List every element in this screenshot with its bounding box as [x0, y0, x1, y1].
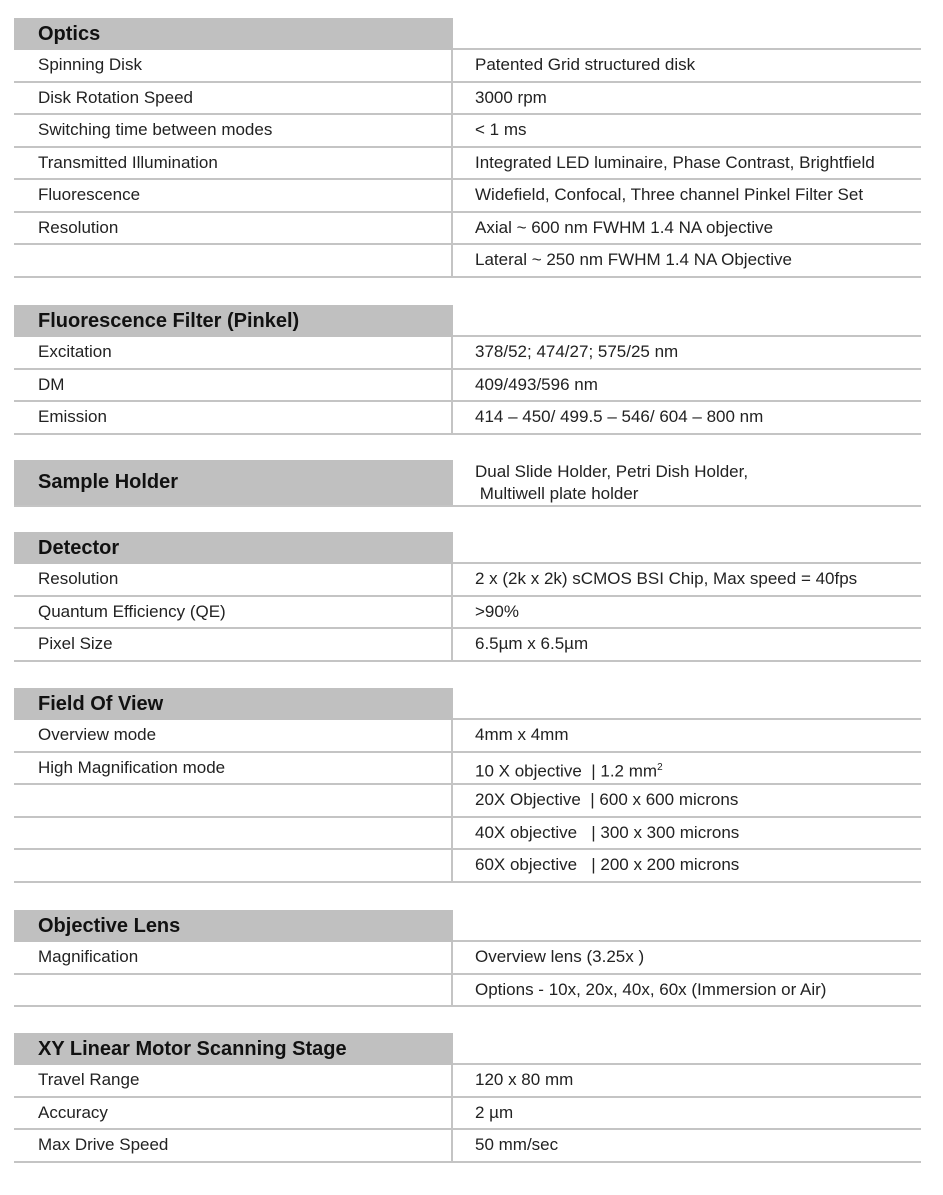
row-label: Resolution	[14, 564, 453, 595]
row-value: Lateral ~ 250 nm FWHM 1.4 NA Objective	[475, 250, 792, 269]
table-row	[14, 975, 921, 1008]
table-row	[14, 213, 921, 246]
section-title: Detector	[14, 532, 453, 564]
table-row	[14, 564, 921, 597]
row-label	[14, 818, 453, 849]
row-label	[14, 975, 453, 1006]
row-value	[453, 460, 921, 505]
row-label: Travel Range	[14, 1065, 453, 1096]
section-title: XY Linear Motor Scanning Stage	[14, 1033, 453, 1065]
row-label: Emission	[14, 402, 453, 433]
row-value: 50 mm/sec	[475, 1135, 559, 1154]
row-label: Pixel Size	[14, 629, 453, 660]
table-row	[14, 180, 921, 213]
row-label: Resolution	[14, 213, 453, 244]
row-value: 3000 rpm	[475, 87, 547, 107]
section-header	[14, 688, 921, 720]
section-sample-holder	[14, 460, 921, 507]
row-value: 6.5µm x 6.5µm	[475, 634, 589, 653]
row-value: 120 x 80 mm	[475, 1070, 574, 1089]
row-label	[14, 850, 453, 881]
section-xy-stage	[14, 1033, 921, 1163]
table-row	[14, 50, 921, 83]
section-header	[14, 305, 921, 337]
table-row	[14, 460, 921, 507]
row-label: Overview mode	[14, 720, 453, 751]
row-value: 20X Objective | 600 x 600 microns	[475, 790, 739, 809]
row-label: Excitation	[14, 337, 453, 368]
section-fluorescence-filter	[14, 305, 921, 435]
row-label: Accuracy	[14, 1098, 453, 1129]
row-value: Overview lens (3.25x )	[475, 947, 645, 966]
row-label: Disk Rotation Speed	[14, 83, 453, 114]
section-header	[14, 910, 921, 942]
section-header	[14, 1033, 921, 1065]
row-value: 40X objective | 300 x 300 microns	[475, 822, 740, 842]
table-row	[14, 785, 921, 818]
table-row	[14, 245, 921, 278]
table-row	[14, 148, 921, 181]
section-header	[14, 532, 921, 564]
row-value: 10 X objective | 1.2 $mm^2$	[475, 761, 663, 781]
row-value: 60X objective | 200 x 200 microns	[475, 855, 740, 874]
table-row	[14, 402, 921, 435]
row-value: Axial ~ 600 nm FWHM 1.4 NA objective	[475, 217, 774, 237]
table-row	[14, 597, 921, 630]
table-row	[14, 370, 921, 403]
row-value: 2 µm	[475, 1102, 514, 1122]
table-row	[14, 720, 921, 753]
section-title: Optics	[14, 18, 453, 50]
section-title: Sample Holder	[14, 460, 453, 505]
row-label: Quantum Efficiency (QE)	[14, 597, 453, 628]
row-label: DM	[14, 370, 453, 401]
row-label: Magnification	[14, 942, 453, 973]
row-label: Transmitted Illumination	[14, 148, 453, 179]
section-title: Field Of View	[14, 688, 453, 720]
row-label: Switching time between modes	[14, 115, 453, 146]
row-value: Integrated LED luminaire, Phase Contrast, Brightfield	[475, 152, 875, 172]
row-value: 2 x (2k x 2k) sCMOS BSI Chip, Max speed = 40fps	[475, 569, 858, 588]
section-field-of-view	[14, 688, 921, 883]
row-value: Widefield, Confocal, Three channel Pinkel Filter Set	[475, 185, 864, 204]
table-row	[14, 1098, 921, 1131]
section-title: Objective Lens	[14, 910, 453, 942]
table-row	[14, 337, 921, 370]
table-row	[14, 1130, 921, 1163]
section-title: Fluorescence Filter (Pinkel)	[14, 305, 453, 337]
row-value-line: Multiwell plate holder	[475, 484, 639, 503]
table-row	[14, 942, 921, 975]
section-optics	[14, 18, 921, 278]
row-value: Patented Grid structured disk	[475, 55, 696, 74]
table-row	[14, 83, 921, 116]
table-row	[14, 1065, 921, 1098]
table-row	[14, 753, 921, 786]
table-row	[14, 629, 921, 662]
table-row	[14, 850, 921, 883]
row-value: Options - 10x, 20x, 40x, 60x (Immersion or Air)	[475, 979, 827, 999]
row-value: < 1 ms	[475, 120, 527, 139]
section-detector	[14, 532, 921, 662]
row-label	[14, 785, 453, 816]
row-label: Fluorescence	[14, 180, 453, 211]
section-objective-lens	[14, 910, 921, 1007]
row-label: High Magnification mode	[14, 753, 453, 784]
table-row	[14, 115, 921, 148]
row-value: >90%	[475, 601, 519, 621]
row-value-line: Dual Slide Holder, Petri Dish Holder,	[475, 462, 749, 481]
row-label: Spinning Disk	[14, 50, 453, 81]
row-label: Max Drive Speed	[14, 1130, 453, 1161]
row-value: 409/493/596 nm	[475, 374, 598, 394]
section-header	[14, 18, 921, 50]
row-label	[14, 245, 453, 276]
row-value: 414 – 450/ 499.5 – 546/ 604 – 800 nm	[475, 407, 764, 426]
row-value: 4mm x 4mm	[475, 725, 569, 744]
table-row	[14, 818, 921, 851]
row-value: 378/52; 474/27; 575/25 nm	[475, 342, 679, 361]
